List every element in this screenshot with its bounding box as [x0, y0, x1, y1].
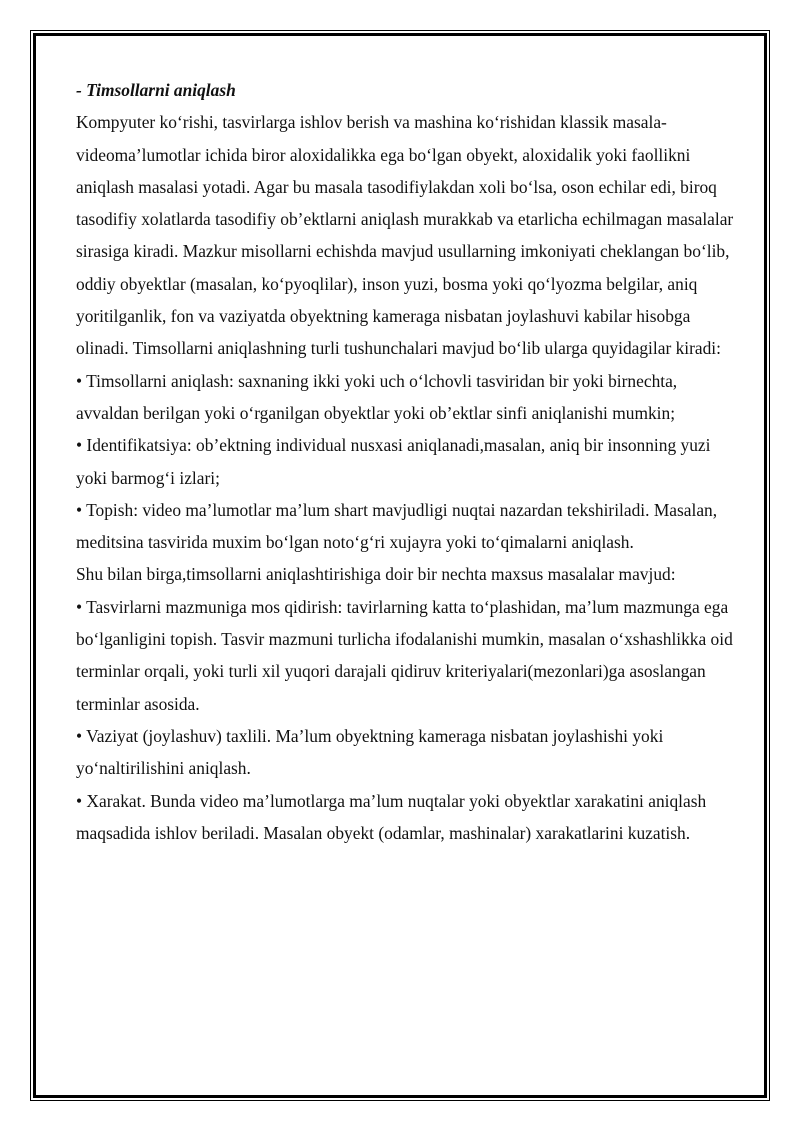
section-heading: - Timsollarni aniqlash [76, 80, 236, 100]
bullet-object-recognition: • Timsollarni aniqlash: saxnaning ikki yoki uch o‘lchovli tasviridan bir yoki birnechta, avvaldan berilgan yoki o‘rganilgan obyektlar yoki ob’ektlar sinfi aniqlanishi mumkin; [76, 370, 678, 423]
bullet-identification: • Identifikatsiya: ob’ektning individual nusxasi aniqlanadi,masalan, aniq bir insonning yuzi yoki barmog‘i izlari; [76, 435, 711, 488]
bullet-motion: • Xarakat. Bunda video ma’lumotlarga ma’lum nuqtalar yoki obyektlar xarakatini aniqlash maqsadida ishlov beriladi. Masalan obyekt (odamlar, mashinalar) xarakatlarini kuzatish. [76, 790, 707, 843]
bullet-detection: • Topish: video ma’lumotlar ma’lum shart mavjudligi nuqtai nazardan tekshiriladi. Masalan, meditsina tasvirida muxim bo‘lgan noto‘g‘ri xujayra yoki to‘qimalarni aniqlash. [76, 499, 718, 553]
intro-paragraph: Kompyuter ko‘rishi, tasvirlarga ishlov berish va mashina ko‘rishidan klassik masala- videoma’lumotlar ichida biror aloxidalikka ega bo‘lgan obyekt, aloxidalik yoki faollikni aniqlash masalasi yotadi. Agar bu masala tasodifiylakdan xoli bo‘lsa, oson echilar edi, biroq tasodifiy xolatlarda tasodifiy ob’ektlarni aniqlash murakkab va etarlicha echilmagan masalalar sirasiga kiradi. Mazkur misollarni echishda mavjud usullarning imkoniyati cheklangan bo‘lib, oddiy obyektlar (masalan, ko‘pyoqlilar), inson yuzi, bosma yoki qo‘lyozma belgilar, aniq yoritilganlik, fon va vaziyatda obyektning kameraga nisbatan joylashuvi kabilar hisobga olinadi. Timsollarni aniqlashning turli tushunchalari mavjud bo‘lib ularga quyidagilar kiradi: [76, 112, 734, 359]
special-tasks-paragraph: Shu bilan birga,timsollarni aniqlashtirishiga doir bir nechta maxsus masalalar mavjud: [76, 564, 676, 585]
document-body [76, 74, 736, 849]
bullet-content-search: • Tasvirlarni mazmuniga mos qidirish: tavirlarning katta to‘plashidan, ma’lum mazmunga ega bo‘lganligini topish. Tasvir mazmuni turlicha ifodalanishi mumkin, masalan o‘xshashlikka oid terminlar orqali, yoki turli xil yuqori darajali qidiruv kriteriyalari(mezonlari)ga asoslangan terminlar asosida. [76, 596, 733, 714]
bullet-pose-analysis: • Vaziyat (joylashuv) taxlili. Ma’lum obyektning kameraga nisbatan joylashishi yoki yo‘naltirilishini aniqlash. [76, 725, 664, 779]
